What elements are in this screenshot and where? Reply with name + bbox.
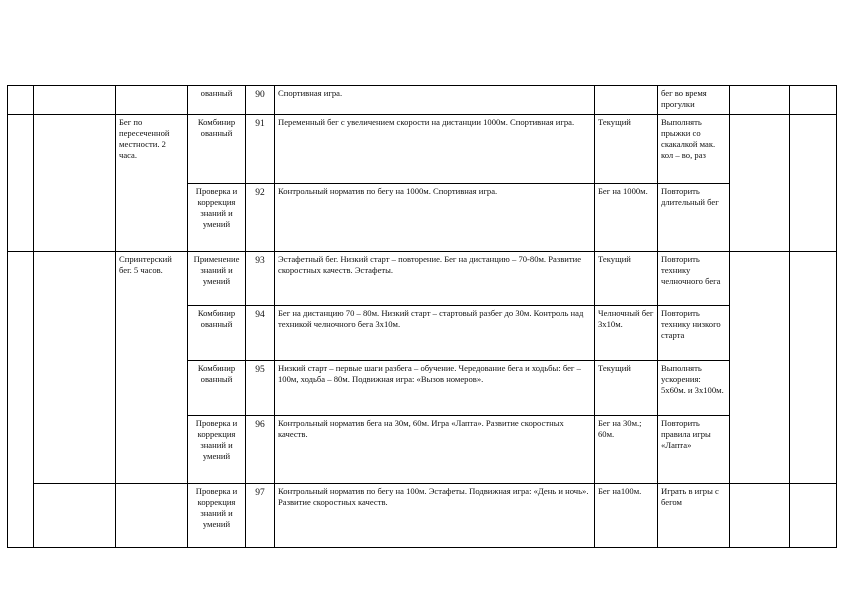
date-fact-cell (790, 115, 837, 252)
control-type-cell: Бег на100м. (595, 484, 658, 548)
lesson-plan-table (7, 85, 837, 548)
date-fact-cell (790, 252, 837, 484)
lesson-type-cell: Применение знаний и умений (188, 252, 246, 306)
lesson-type-cell: Комбинир ованный (188, 115, 246, 184)
homework-cell: Повторить правила игры «Лапта» (658, 416, 730, 484)
lesson-type-cell: Проверка и коррекция знаний и умений (188, 416, 246, 484)
lesson-number-cell: 92 (246, 184, 275, 252)
lesson-type-cell: Проверка и коррекция знаний и умений (188, 484, 246, 548)
row-number-cell (8, 86, 34, 115)
table-row (8, 86, 837, 115)
blank-cell (34, 115, 116, 252)
table-row (8, 115, 837, 184)
date-plan-cell (730, 252, 790, 484)
lesson-number-cell: 94 (246, 306, 275, 361)
section-cell (116, 86, 188, 115)
section-cell (116, 484, 188, 548)
lesson-type-cell: ованный (188, 86, 246, 115)
date-plan-cell (730, 86, 790, 115)
homework-cell: Повторить технику челночного бега (658, 252, 730, 306)
date-plan-cell (730, 484, 790, 548)
homework-cell: Повторить технику низкого старта (658, 306, 730, 361)
control-type-cell: Текущий (595, 361, 658, 416)
section-cell: Бег по пересеченной местности. 2 часа. (116, 115, 188, 252)
lesson-content-cell: Бег на дистанцию 70 – 80м. Низкий старт – стартовый разбег до 30м. Контроль над техникой челночного бега 3х10м. (275, 306, 595, 361)
lesson-number-cell: 93 (246, 252, 275, 306)
date-fact-cell (790, 86, 837, 115)
row-number-cell (8, 252, 34, 548)
homework-cell: Выполнять ускорения: 5х60м. и 3х100м. (658, 361, 730, 416)
section-cell: Спринтерский бег. 5 часов. (116, 252, 188, 484)
homework-cell: бег во время прогулки (658, 86, 730, 115)
lesson-number-cell: 96 (246, 416, 275, 484)
blank-cell (34, 252, 116, 484)
homework-cell: Выполнять прыжки со скакалкой мак. кол – во, раз (658, 115, 730, 184)
control-type-cell: Челночный бег 3х10м. (595, 306, 658, 361)
control-type-cell: Бег на 1000м. (595, 184, 658, 252)
lesson-number-cell: 91 (246, 115, 275, 184)
lesson-number-cell: 95 (246, 361, 275, 416)
date-fact-cell (790, 484, 837, 548)
control-type-cell: Бег на 30м.; 60м. (595, 416, 658, 484)
control-type-cell: Текущий (595, 115, 658, 184)
blank-cell (34, 484, 116, 548)
lesson-content-cell: Контрольный норматив по бегу на 1000м. Спортивная игра. (275, 184, 595, 252)
lesson-type-cell: Комбинир ованный (188, 361, 246, 416)
control-type-cell: Текущий (595, 252, 658, 306)
lesson-content-cell: Контрольный норматив по бегу на 100м. Эстафеты. Подвижная игра: «День и ночь». Развитие скоростных качеств. (275, 484, 595, 548)
lesson-content-cell: Контрольный норматив бега на 30м, 60м. Игра «Лапта». Развитие скоростных качеств. (275, 416, 595, 484)
lesson-type-cell: Проверка и коррекция знаний и умений (188, 184, 246, 252)
date-plan-cell (730, 115, 790, 252)
control-type-cell (595, 86, 658, 115)
lesson-content-cell: Эстафетный бег. Низкий старт – повторение. Бег на дистанцию – 70-80м. Развитие скоростных качеств. Эстафеты. (275, 252, 595, 306)
row-number-cell (8, 115, 34, 252)
table-row (8, 252, 837, 306)
lesson-number-cell: 90 (246, 86, 275, 115)
table-row (8, 484, 837, 548)
lesson-number-cell: 97 (246, 484, 275, 548)
lesson-type-cell: Комбинир ованный (188, 306, 246, 361)
lesson-content-cell: Спортивная игра. (275, 86, 595, 115)
homework-cell: Играть в игры с бегом (658, 484, 730, 548)
homework-cell: Повторить длительный бег (658, 184, 730, 252)
lesson-content-cell: Низкий старт – первые шаги разбега – обучение. Чередование бега и ходьбы: бег – 100м, ходьба – 80м. Подвижная игра: «Вызов номеров». (275, 361, 595, 416)
lesson-content-cell: Переменный бег с увеличением скорости на дистанции 1000м. Спортивная игра. (275, 115, 595, 184)
blank-cell (34, 86, 116, 115)
